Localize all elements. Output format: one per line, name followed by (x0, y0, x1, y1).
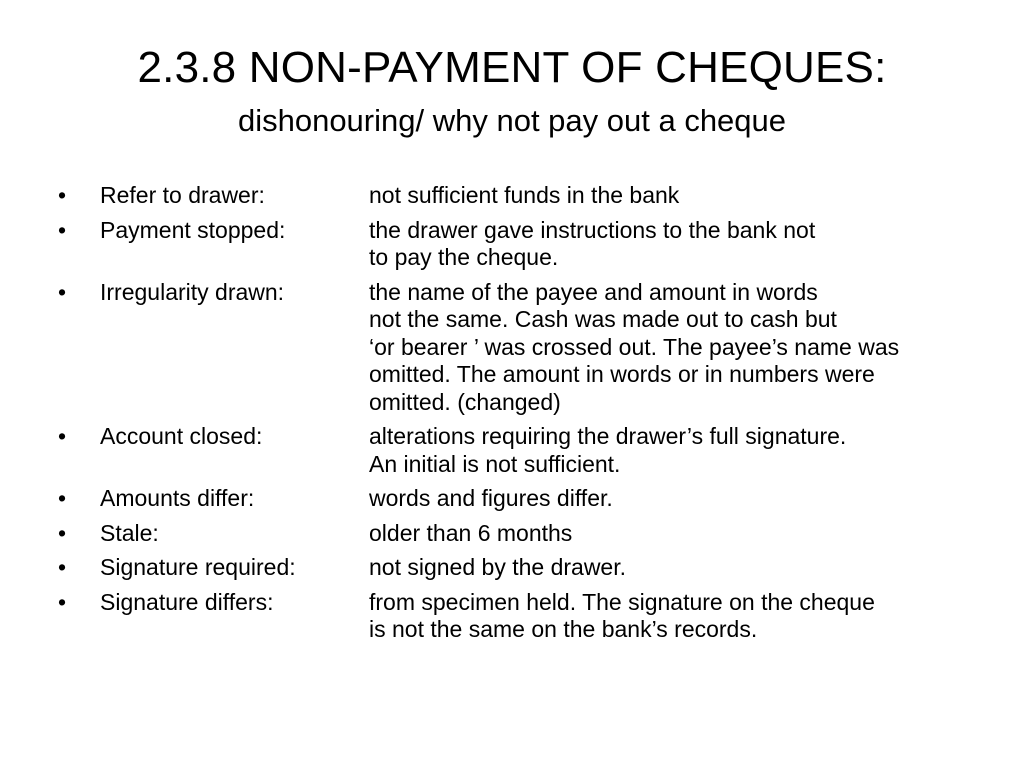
bullet-icon: • (58, 216, 67, 243)
bullet-description: not sufficient funds in the bank (369, 182, 680, 208)
bullet-icon: • (58, 278, 67, 305)
bullet-description: words and figures differ. (369, 485, 613, 511)
slide-subtitle: dishonouring/ why not pay out a cheque (237, 103, 787, 138)
title-block (0, 38, 1024, 140)
bullet-item-account-closed (56, 423, 996, 478)
bullet-label: Refer to drawer: (100, 182, 265, 208)
bullet-item-irregularity-drawn (56, 279, 996, 417)
bullet-icon: • (58, 554, 67, 580)
bullet-description: the name of the payee and amount in words not the same. Cash was made out to cash but ‘or bearer ’ was crossed out. The payee’s name was omitted. The amount in words or in numbers were omitted. (changed) (369, 278, 900, 415)
bullet-description: not signed by the drawer. (369, 554, 626, 580)
bullet-icon: • (58, 519, 67, 546)
bullet-label: Signature differs: (100, 588, 274, 615)
bullet-label: Irregularity drawn: (100, 278, 285, 305)
bullet-item-signature-required (56, 554, 996, 582)
bullet-label: Account closed: (100, 423, 263, 449)
bullet-item-stale (56, 520, 996, 548)
bullet-icon: • (58, 485, 67, 511)
bullet-label: Payment stopped: (100, 216, 286, 243)
bullet-icon: • (58, 423, 67, 449)
bullet-description: alterations requiring the drawer’s full signature. An initial is not sufficient. (369, 423, 847, 477)
bullet-list (56, 182, 996, 651)
bullet-icon: • (58, 588, 67, 615)
bullet-description: older than 6 months (369, 519, 573, 546)
bullet-item-amounts-differ (56, 485, 996, 513)
bullet-item-payment-stopped (56, 217, 996, 272)
bullet-description: from specimen held. The signature on the cheque is not the same on the bank’s records. (369, 588, 875, 642)
bullet-label: Amounts differ: (100, 485, 255, 511)
bullet-label: Signature required: (100, 554, 296, 580)
bullet-item-refer-to-drawer (56, 182, 996, 210)
bullet-icon: • (58, 182, 67, 208)
slide-title: 2.3.8 NON-PAYMENT OF CHEQUES: (137, 43, 887, 92)
bullet-label: Stale: (100, 519, 159, 546)
bullet-item-signature-differs (56, 589, 996, 644)
bullet-description: the drawer gave instructions to the bank not to pay the cheque. (369, 216, 816, 270)
